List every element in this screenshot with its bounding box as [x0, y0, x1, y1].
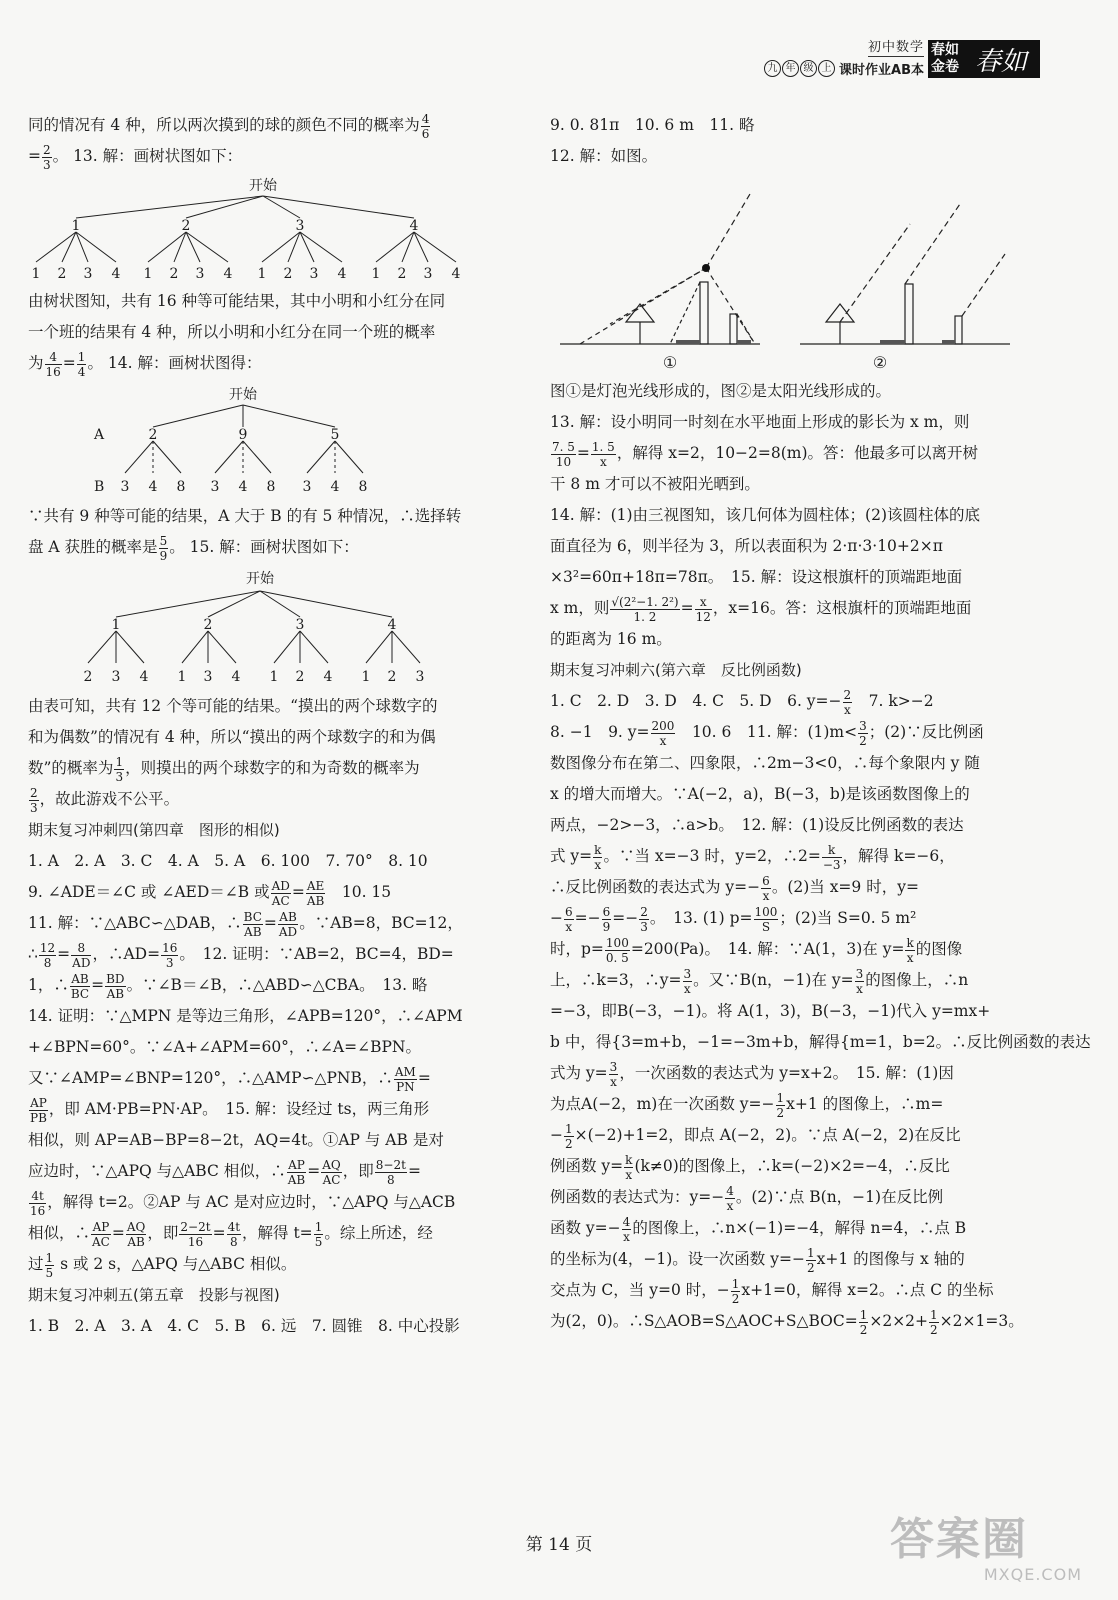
- page-header: [764, 38, 1040, 78]
- text-line: $\frac{2}{3}$ ，故此游戏不公平。: [30, 785, 180, 815]
- text-line: = $\frac{2}{3}$ 。 13. 解：画树状图如下：: [28, 142, 243, 172]
- tree-node: 2: [181, 218, 191, 234]
- tree-leaf: 3: [111, 669, 121, 685]
- answer-line: 函数 y=− $\frac{4}{x}$ 的图像上，∴n×(−1)=−4，解得 n=4，∴点 B: [550, 1214, 967, 1244]
- tree-root: 开始: [229, 387, 257, 403]
- answer-line: 12. 解：如图。: [550, 147, 658, 165]
- tree-leaf: 4: [337, 266, 347, 282]
- tree-leaf: 4: [231, 669, 241, 685]
- text-line: 由表可知，共有 12 个等可能的结果。“摸出的两个球数字的: [28, 697, 438, 715]
- answer-line: 14. 证明：∵△MPN 是等边三角形，∠APB=120°，∴∠APM: [28, 1007, 463, 1025]
- tree-root: 开始: [246, 571, 274, 587]
- answer-line: b 中，得{3=m+b，−1=−3m+b，解得{m=1，b=2。∴反比例函数的表达: [550, 1033, 1091, 1051]
- tree-leaf: 1: [269, 669, 279, 685]
- tree-node: 3: [295, 218, 305, 234]
- tree-leaf: 3: [423, 266, 433, 282]
- tree-node: 2: [203, 617, 213, 633]
- right-column: [550, 110, 1091, 1337]
- subject-label: 初中数学: [868, 36, 924, 57]
- answer-line: 又∵∠AMP=∠BNP=120°，∴△AMP∽△PNB，∴ $\frac{AM}{PN}$ =: [28, 1064, 431, 1094]
- answer-line: 为(2，0)。∴S△AOB=S△AOC+S△BOC= $\frac{1}{2}$ ×2×2+ $\frac{1}{2}$ ×2×1=3。: [550, 1307, 1024, 1337]
- answer-line: 相似，∴ $\frac{AP}{AC}$ = $\frac{AQ}{AB}$ ，即 $\frac{2-2t}{16}$ = $\frac{4t}{8}$ ，解得 t= $\frac{1}{5}$ 。综上所述，经: [28, 1219, 433, 1249]
- tree-leaf: 2: [397, 266, 407, 282]
- fraction: $\frac{5}{9}$: [159, 533, 168, 563]
- tree-leaf: 4: [451, 266, 461, 282]
- answer-line: 应边时，∵△APQ 与△ABC 相似，∴ $\frac{AP}{AB}$ = $\frac{AQ}{AC}$ ，即 $\frac{8-2t}{8}$ =: [28, 1157, 421, 1187]
- text-line: 由树状图知，共有 16 种等可能结果，其中小明和小红分在同: [28, 292, 446, 310]
- tree-leaf: 3: [203, 669, 213, 685]
- answer-line: x m，则 $\frac{\text{√(2²−1. 2²)}}{1. 2}$ = $\frac{x}{12}$ ，x=16。答：这根旗杆的顶端距地面: [550, 594, 972, 624]
- tree-leaf: 1: [257, 266, 267, 282]
- answer-line: 14. 解：(1)由三视图知，该几何体为圆柱体；(2)该圆柱体的底: [550, 506, 980, 524]
- grade-char: 上: [818, 60, 835, 77]
- answer-line: 的坐标为(4，−1)。设一次函数 y=− $\frac{1}{2}$ x+1 的图像与 x 轴的: [550, 1245, 965, 1275]
- text-line: ∵共有 9 种等可能的结果，A 大于 B 的有 5 种情况，∴选择转: [28, 507, 462, 525]
- grade-char: 九: [764, 60, 781, 77]
- fraction: $\frac{1}{3}$: [115, 754, 124, 784]
- tree-node: 5: [330, 427, 340, 443]
- tree-leaf: 2: [387, 669, 397, 685]
- header-text: [764, 36, 924, 78]
- answer-line: 式为 y= $\frac{3}{x}$ ，一次函数的表达式为 y=x+2。 15. 解：(1)因: [550, 1059, 954, 1089]
- answer-line: 面直径为 6，则半径为 3，所以表面积为 2·π·3·10+2×π: [550, 537, 943, 555]
- answer-line: 9. 0. 81π 10. 6 m 11. 略: [550, 116, 755, 134]
- answer-line: 两点，−2>−3，∴a>b。 12. 解：(1)设反比例函数的表达: [550, 816, 964, 834]
- tree-node: 3: [295, 617, 305, 633]
- answer-line: $\frac{4t}{16}$ ，解得 t=2。②AP 与 AC 是对应边时，∵△APQ 与△ACB: [30, 1188, 456, 1218]
- tree-level-label: B: [94, 479, 105, 495]
- watermark-logo: [890, 1515, 1100, 1595]
- grade-char: 年: [782, 60, 799, 77]
- tree-leaf: 8: [266, 479, 276, 495]
- tree-leaf: 3: [302, 479, 312, 495]
- answer-line: 11. 解：∵△ABC∽△DAB，∴ $\frac{BC}{AB}$ = $\frac{AB}{AD}$ 。∵AB=8，BC=12，: [28, 909, 463, 939]
- tree-leaf: 3: [195, 266, 205, 282]
- tree-leaf: 2: [295, 669, 305, 685]
- tree-leaf: 3: [120, 479, 130, 495]
- tree-level-label: A: [94, 427, 105, 443]
- answer-line: 的距离为 16 m。: [550, 630, 672, 648]
- tree-leaf: 3: [83, 266, 93, 282]
- answer-line: 数图像分布在第二、四象限，∴2m−3<0，∴每个象限内 y 随: [550, 754, 980, 772]
- fraction: $\frac{2}{3}$: [30, 785, 38, 815]
- figure-label: ①: [662, 353, 678, 372]
- answer-line: ∴ $\frac{12}{8}$ = $\frac{8}{AD}$ ，∴AD= $\frac{16}{3}$ 。 12. 证明：∵AB=2，BC=4，BD=: [28, 940, 454, 970]
- tree-leaf: 4: [139, 669, 149, 685]
- answer-line: 8. −1 9. y= $\frac{200}{x}$ 10. 6 11. 解：(1)m< $\frac{3}{2}$ ；(2)∵反比例函: [550, 718, 984, 748]
- tree-leaf: 3: [210, 479, 220, 495]
- grade-char: 级: [800, 60, 817, 77]
- answer-line: − $\frac{1}{2}$ ×(−2)+1=2，即点 A(−2，2)。∵点 A(−2，2)在反比: [550, 1121, 961, 1151]
- answer-line: $\frac{7. 5}{10}$ = $\frac{1. 5}{x}$ ，解得 x=2，10−2=8(m)。答：他最多可以离开树: [552, 439, 979, 469]
- answer-line: =−3，即B(−3，−1)。将 A(1，3)，B(−3，−1)代入 y=mx+: [550, 1002, 991, 1020]
- course-title: 课时作业AB本: [839, 63, 924, 78]
- tree-leaf: 4: [238, 479, 248, 495]
- tree-diagram-3: [28, 565, 498, 689]
- tree-leaf: 4: [223, 266, 233, 282]
- answer-line: 上，∴k=3，∴y= $\frac{3}{x}$ 。又∵B(n，−1)在 y= $\frac{3}{x}$ 的图像上，∴n: [550, 966, 969, 996]
- answer-line: 1，∴ $\frac{AB}{BC}$ = $\frac{BD}{AB}$ 。∵∠B＝∠B，∴△ABD∽△CBA。 13. 略: [28, 971, 428, 1001]
- tree-leaf: 1: [361, 669, 371, 685]
- tree-node: 4: [387, 617, 397, 633]
- tree-leaf: 1: [177, 669, 187, 685]
- section-heading: 期末复习冲刺四(第四章 图形的相似): [28, 821, 280, 839]
- left-column: [28, 110, 506, 1342]
- section-heading: 期末复习冲刺五(第五章 投影与视图): [28, 1286, 280, 1304]
- text-line: 和为偶数”的情况有 4 种，所以“摸出的两个球数字的和为偶: [28, 728, 436, 746]
- tree-leaf: 3: [309, 266, 319, 282]
- answer-line: ×3²=60π+18π=78π。 15. 解：设这根旗杆的顶端距地面: [550, 568, 963, 586]
- answer-line: 1. C 2. D 3. D 4. C 5. D 6. y=− $\frac{2}{x}$ 7. k>−2: [550, 687, 934, 717]
- answer-line: 式 y= $\frac{k}{x}$ 。∵当 x=−3 时，y=2，∴2= $\frac{k}{-3}$ ，解得 k=−6，: [550, 842, 955, 872]
- tree-node: 9: [238, 427, 248, 443]
- grade-badge: [764, 60, 835, 77]
- answer-line: 相似，则 AP=AB−BP=8−2t，AQ=4t。①AP 与 AB 是对: [28, 1131, 444, 1149]
- tree-diagram-1: [28, 174, 498, 284]
- answer-line: x 的增大而增大。∵A(−2，a)，B(−3，b)是该函数图像上的: [550, 785, 970, 803]
- brand-logo: 春如: [962, 40, 1040, 78]
- answer-line: +∠BPN=60°。∵∠A+∠APM=60°，∴∠A=∠BPN。: [28, 1038, 421, 1056]
- answer-line: 时，p= $\frac{100}{0. 5}$ =200(Pa)。 14. 解：∵A(1，3)在 y= $\frac{k}{x}$ 的图像: [550, 935, 963, 965]
- tree-leaf: 2: [169, 266, 179, 282]
- brand-top: 春如: [931, 42, 959, 58]
- tree-leaf: 2: [57, 266, 67, 282]
- answer-line: 例函数 y= $\frac{k}{x}$ (k≠0)的图像上，∴k=(−2)×2=−4，∴反比: [550, 1152, 950, 1182]
- watermark-url: MXQE.COM: [983, 1565, 1082, 1584]
- tree-node: 1: [71, 218, 81, 234]
- tree-leaf: 1: [143, 266, 153, 282]
- brand-block: [928, 40, 962, 78]
- text-line: 为 $\frac{4}{16}$ = $\frac{1}{4}$ 。 14. 解：画树状图得：: [28, 349, 262, 379]
- tree-node: 2: [148, 427, 158, 443]
- tree-leaf: 8: [358, 479, 368, 495]
- answer-line: 9. ∠ADE＝∠C 或 ∠AED＝∠B 或 $\frac{AD}{AC}$ = $\frac{AE}{AB}$ 10. 15: [28, 878, 392, 908]
- answer-line: 干 8 m 才可以不被阳光晒到。: [550, 475, 760, 493]
- figure-label: ②: [872, 353, 888, 372]
- text-line: 数”的概率为 $\frac{1}{3}$ ，则摸出的两个球数字的和为奇数的概率为: [28, 754, 420, 784]
- answer-line: 为点A(−2，m)在一次函数 y=− $\frac{1}{2}$ x+1 的图像上，∴m=: [550, 1090, 944, 1120]
- tree-leaf: 1: [371, 266, 381, 282]
- page-number: 第 14 页: [525, 1535, 593, 1555]
- watermark-title: 答案圈: [890, 1514, 1028, 1565]
- answer-line: 过 $\frac{1}{5}$ s 或 2 s，△APQ 与△ABC 相似。: [28, 1250, 297, 1280]
- shadow-figure: [550, 174, 1020, 374]
- fraction: $\frac{4}{16}$: [45, 349, 61, 379]
- tree-leaf: 4: [323, 669, 333, 685]
- text-line: 盘 A 获胜的概率是 $\frac{5}{9}$ 。 15. 解：画树状图如下：: [28, 533, 359, 563]
- tree-leaf: 2: [283, 266, 293, 282]
- answer-line: 1. B 2. A 3. A 4. C 5. B 6. 远 7. 圆锥 8. 中心投影: [28, 1317, 460, 1335]
- fraction: $\frac{2}{3}$: [43, 142, 51, 172]
- tree-leaf: 4: [111, 266, 121, 282]
- tree-leaf: 3: [415, 669, 425, 685]
- answer-line: ∴反比例函数的表达式为 y=− $\frac{6}{x}$ 。(2)当 x=9 时，y=: [550, 873, 919, 903]
- tree-node: 4: [409, 218, 419, 234]
- fraction: $\frac{4}{6}$: [421, 111, 430, 141]
- text-line: 同的情况有 4 种，所以两次摸到的球的颜色不同的概率为 $\frac{4}{6}$: [28, 111, 430, 141]
- answer-line: 交点为 C，当 y=0 时，− $\frac{1}{2}$ x+1=0，解得 x=2。∴点 C 的坐标: [550, 1276, 994, 1306]
- tree-leaf: 8: [176, 479, 186, 495]
- section-heading: 期末复习冲刺六(第六章 反比例函数): [550, 661, 802, 679]
- answer-line: 1. A 2. A 3. C 4. A 5. A 6. 100 7. 70° 8. 10: [28, 852, 428, 870]
- brand-bottom: 金卷: [931, 59, 959, 75]
- tree-diagram-2: [28, 381, 498, 499]
- answer-line: 13. 解：设小明同一时刻在水平地面上形成的影长为 x m，则: [550, 413, 970, 431]
- tree-leaf: 1: [31, 266, 41, 282]
- answer-line: − $\frac{6}{x}$ =− $\frac{6}{9}$ =− $\frac{2}{3}$ 。 13. (1) p= $\frac{100}{S}$ ；(2)当 S=0. 5 m²: [550, 904, 917, 934]
- tree-leaf: 4: [330, 479, 340, 495]
- tree-root: 开始: [249, 178, 277, 194]
- answer-line: $\frac{AP}{PB}$ ，即 AM·PB=PN·AP。 15. 解：设经过 ts，两三角形: [30, 1095, 430, 1125]
- answer-line: 例函数的表达式为：y=− $\frac{4}{x}$ 。(2)∵点 B(n，−1)在反比例: [550, 1183, 944, 1213]
- text-line: 一个班的结果有 4 种，所以小明和小红分在同一个班的概率: [28, 323, 436, 341]
- answer-line: 图①是灯泡光线形成的，图②是太阳光线形成的。: [550, 382, 892, 400]
- tree-leaf: 2: [83, 669, 93, 685]
- tree-leaf: 4: [148, 479, 158, 495]
- tree-node: 1: [111, 617, 121, 633]
- fraction: $\frac{1}{4}$: [77, 349, 86, 379]
